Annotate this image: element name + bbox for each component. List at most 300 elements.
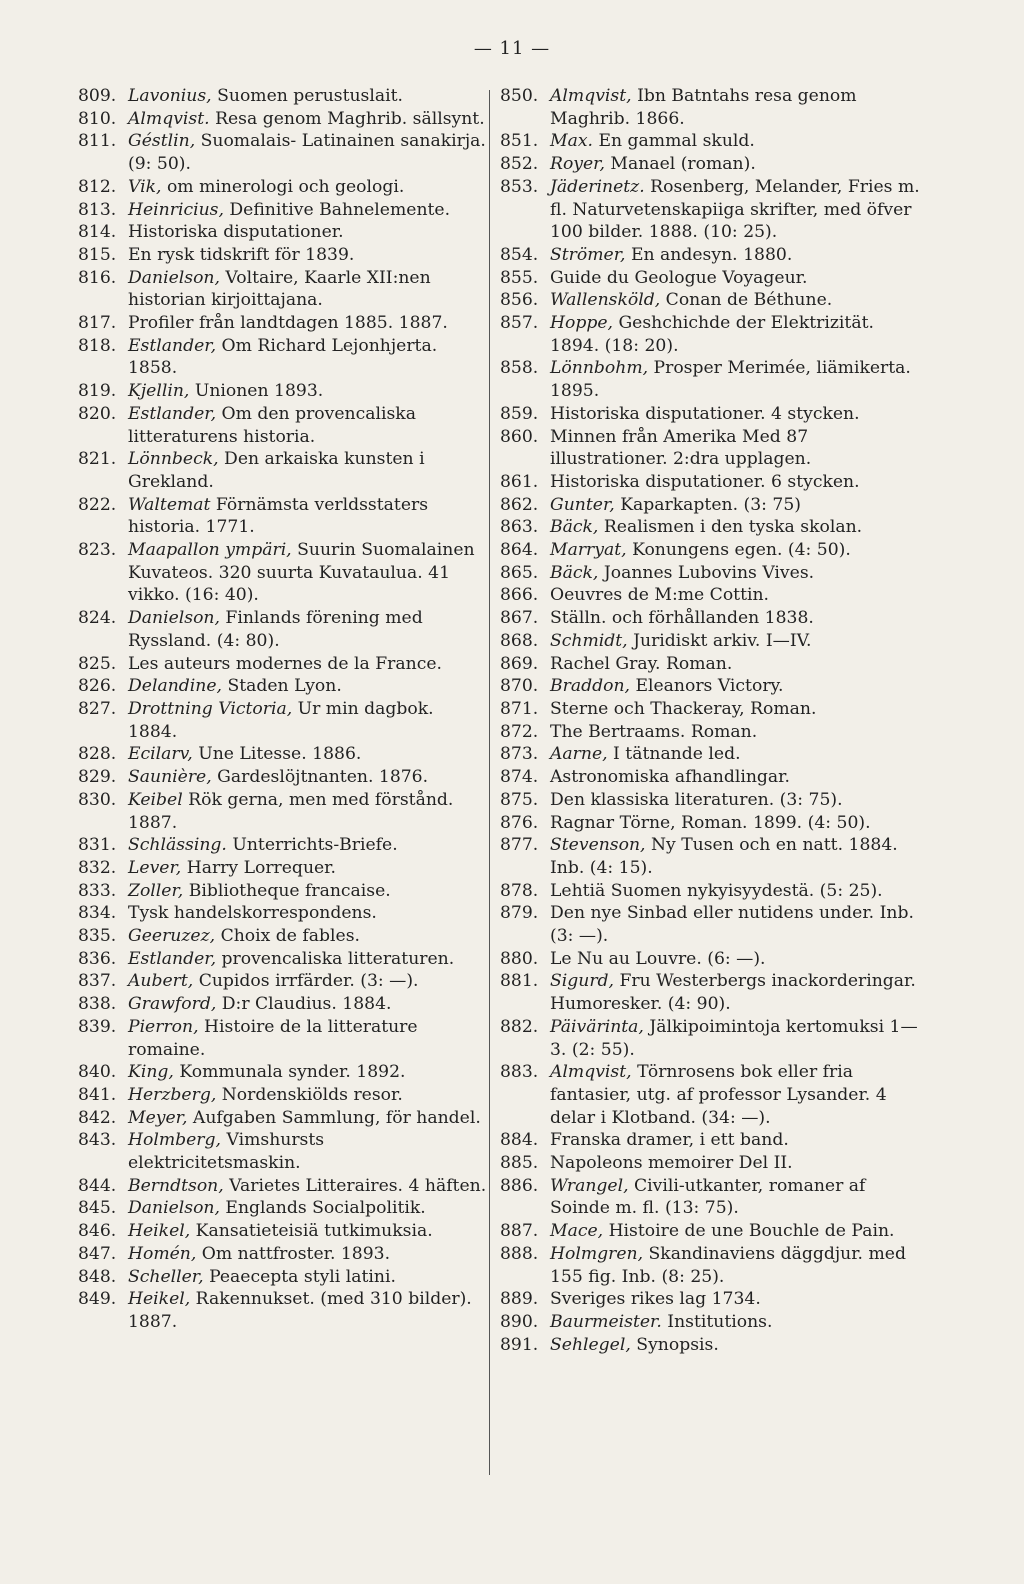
entry-number: 843.	[78, 1130, 117, 1151]
entry-number: 861.	[500, 471, 539, 492]
entry-author: Holmberg,	[128, 1130, 221, 1151]
entry-text	[550, 1334, 920, 1357]
entry-title: Ragnar Törne, Roman. 1899. (4: 50).	[550, 812, 871, 833]
entry-text	[128, 267, 488, 312]
entry-author: Lever,	[128, 857, 182, 878]
entry-author: Scheller,	[128, 1266, 204, 1287]
entry-author: Holmgren,	[550, 1243, 644, 1264]
entry-text	[550, 812, 920, 835]
entry-text	[128, 1288, 488, 1333]
entry-author: Herzberg,	[128, 1084, 217, 1105]
entry-number: 839.	[78, 1016, 117, 1037]
entry-title: Varietes Litteraires. 4 häften.	[223, 1175, 487, 1196]
entry-text	[128, 1220, 488, 1243]
entry-number: 832.	[78, 857, 117, 878]
entry-text	[550, 1288, 920, 1311]
entry-author: Schmidt,	[550, 630, 628, 651]
entry-author: Zoller,	[128, 880, 184, 901]
entry-title: Eleanors Victory.	[629, 676, 784, 697]
catalog-entry	[78, 834, 488, 857]
entry-number: 877.	[500, 835, 539, 856]
entry-number: 853.	[500, 176, 539, 197]
entry-text	[128, 653, 488, 676]
entry-title: Les auteurs modernes de la France.	[128, 653, 442, 674]
entry-title: En andesyn. 1880.	[625, 244, 793, 265]
entry-text	[550, 403, 920, 426]
entry-author: Bäck,	[550, 562, 599, 583]
entry-title: Rök gerna, men med förstånd. 1887.	[128, 789, 454, 833]
entry-title: Ur min dagbok. 1884.	[128, 698, 434, 742]
entry-title: Historiska disputationer. 4 stycken.	[550, 403, 860, 424]
entry-number: 819.	[78, 381, 117, 402]
entry-text	[128, 221, 488, 244]
entry-text	[550, 357, 920, 402]
catalog-entry	[500, 1152, 920, 1175]
catalog-entry	[500, 834, 920, 879]
entry-number: 833.	[78, 880, 117, 901]
entry-author: Berndtson,	[128, 1175, 224, 1196]
entry-author: Maapallon ympäri,	[128, 540, 292, 561]
entry-author: Wallensköld,	[550, 290, 661, 311]
entry-author: Lönnbeck,	[128, 449, 219, 470]
entry-author: Strömer,	[550, 244, 626, 265]
entry-text	[128, 1197, 488, 1220]
entry-title: Ibn Batntahs resa genom Maghrib. 1866.	[550, 86, 857, 129]
column-divider	[489, 90, 490, 1475]
entry-author: Hoppe,	[550, 313, 613, 334]
entry-title: Rakennukset. (med 310 bilder). 1887.	[128, 1289, 472, 1332]
catalog-entry	[78, 1129, 488, 1174]
entry-number: 889.	[500, 1289, 539, 1310]
entry-text	[128, 244, 488, 267]
entry-title: Cupidos irrfärder. (3: —).	[193, 971, 419, 992]
entry-number: 847.	[78, 1243, 117, 1264]
entry-text	[550, 539, 920, 562]
entry-author: Danielson,	[128, 1198, 220, 1219]
entry-text	[128, 1107, 488, 1130]
entry-author: Wrangel,	[550, 1175, 629, 1196]
entry-title: Den klassiska literaturen. (3: 75).	[550, 789, 843, 810]
entry-number: 836.	[78, 948, 117, 969]
catalog-entry	[500, 494, 920, 517]
entry-text	[550, 562, 920, 585]
entry-title: Kansatieteisiä tutkimuksia.	[190, 1221, 433, 1242]
entry-author: Heikel,	[128, 1289, 191, 1310]
entry-title: Astronomiska afhandlingar.	[550, 767, 790, 788]
entry-text	[128, 1016, 488, 1061]
catalog-entry	[78, 448, 488, 493]
entry-number: 890.	[500, 1311, 539, 1332]
entry-title: Sveriges rikes lag 1734.	[550, 1289, 761, 1310]
entry-title: Törnrosens bok eller fria fantasier, utg. af professor Lysander. 4 delar i Klotband. (34: —).	[550, 1062, 887, 1128]
entry-author: Braddon,	[550, 676, 630, 697]
catalog-entry	[78, 766, 488, 789]
entry-text	[550, 153, 920, 176]
entry-text	[128, 743, 488, 766]
entry-author: Danielson,	[128, 267, 220, 288]
entry-title: Fru Westerbergs inackorderingar. Humoresker. (4: 90).	[550, 971, 916, 1015]
entry-text	[128, 380, 488, 403]
entry-author: Mace,	[550, 1221, 604, 1242]
entry-text	[128, 312, 488, 335]
entry-title: Juridiskt arkiv. I—IV.	[627, 630, 812, 651]
entry-number: 831.	[78, 835, 117, 856]
entry-text	[128, 948, 488, 971]
entry-text	[550, 834, 920, 879]
entry-title: Napoleons memoirer Del II.	[550, 1153, 793, 1174]
entry-number: 869.	[500, 653, 539, 674]
entry-title: Harry Lorrequer.	[181, 857, 336, 878]
entry-number: 826.	[78, 676, 117, 697]
entry-title: Suurin Suomalainen Kuvateos. 320 suurta Kuvataulua. 41 vikko. (16: 40).	[128, 540, 475, 606]
entry-title: En rysk tidskrift för 1839.	[128, 244, 355, 265]
entry-title: Gardeslöjtnanten. 1876.	[211, 767, 429, 788]
catalog-entry	[78, 948, 488, 971]
catalog-entry	[500, 721, 920, 744]
catalog-entry	[78, 653, 488, 676]
catalog-entry	[500, 357, 920, 402]
entry-title: The Bertraams. Roman.	[550, 721, 758, 742]
entry-number: 824.	[78, 608, 117, 629]
entry-author: Keibel	[128, 789, 183, 810]
entry-author: Almqvist,	[550, 86, 632, 106]
catalog-entry	[500, 1175, 920, 1220]
catalog-entry	[78, 993, 488, 1016]
entry-number: 822.	[78, 494, 117, 515]
page-number: — 11 —	[473, 38, 551, 59]
entry-title: Lehtiä Suomen nykyisyydestä. (5: 25).	[550, 880, 883, 901]
catalog-entry	[78, 1220, 488, 1243]
entry-text	[550, 653, 920, 676]
catalog-entry	[500, 789, 920, 812]
entry-title: Kommunala synder. 1892.	[173, 1062, 406, 1083]
catalog-entry	[78, 335, 488, 380]
entry-number: 888.	[500, 1243, 539, 1264]
catalog-entry	[500, 653, 920, 676]
entry-title: Vimshursts elektricitetsmaskin.	[128, 1130, 325, 1174]
entry-number: 818.	[78, 335, 117, 356]
entry-number: 835.	[78, 926, 117, 947]
entry-text	[550, 1152, 920, 1175]
entry-author: Schlässing.	[128, 835, 227, 856]
catalog-entry	[500, 1311, 920, 1334]
entry-title: Ny Tusen och en natt. 1884. Inb. (4: 15).	[550, 835, 898, 878]
entry-title: Definitive Bahnelemente.	[223, 199, 451, 220]
entry-title: Sterne och Thackeray, Roman.	[550, 698, 817, 719]
catalog-entry	[78, 1175, 488, 1198]
entry-title: Suomen perustuslait.	[211, 86, 403, 106]
entry-number: 827.	[78, 698, 117, 719]
entry-text	[550, 176, 920, 244]
catalog-entry	[78, 880, 488, 903]
entry-title: Conan de Béthune.	[660, 290, 833, 311]
entry-title: Suomalais- Latinainen sanakirja. (9: 50).	[128, 131, 486, 175]
entry-title: Joannes Lubovins Vives.	[598, 562, 815, 583]
entry-number: 862.	[500, 494, 539, 515]
entry-number: 874.	[500, 767, 539, 788]
entry-author: Almqvist.	[128, 108, 210, 129]
entry-text	[550, 766, 920, 789]
entry-title: Om nattfroster. 1893.	[196, 1243, 391, 1264]
entry-title: Förnämsta verldsstaters historia. 1771.	[128, 494, 429, 538]
entry-number: 810.	[78, 108, 117, 129]
entry-author: Lönnbohm,	[550, 358, 649, 379]
entry-text	[550, 789, 920, 812]
entry-title: Staden Lyon.	[221, 676, 342, 697]
entry-title: Resa genom Maghrib. sällsynt.	[209, 108, 485, 129]
entry-number: 868.	[500, 630, 539, 651]
entry-text	[128, 494, 488, 539]
entry-author: Stevenson,	[550, 835, 646, 856]
entry-title: Den nye Sinbad eller nutidens under. Inb. (3: —).	[550, 903, 914, 947]
catalog-entry	[500, 130, 920, 153]
catalog-entry	[500, 812, 920, 835]
catalog-entry	[78, 698, 488, 743]
entry-author: Waltemat	[128, 494, 211, 515]
entry-text	[128, 880, 488, 903]
entry-title: Institutions.	[661, 1311, 773, 1332]
entry-number: 821.	[78, 449, 117, 470]
entry-text	[128, 108, 488, 131]
entry-author: Estlander,	[128, 335, 217, 356]
entry-text	[550, 1243, 920, 1288]
entry-title: Englands Socialpolitik.	[219, 1198, 426, 1219]
entry-text	[550, 516, 920, 539]
entry-text	[550, 675, 920, 698]
entry-title: Den arkaiska kunsten i Grekland.	[128, 449, 425, 492]
catalog-entry	[78, 902, 488, 925]
entry-title: Unterrichts-Briefe.	[226, 835, 398, 856]
entry-text	[128, 766, 488, 789]
entry-number: 841.	[78, 1084, 117, 1105]
entry-title: Om Richard Lejonhjerta. 1858.	[128, 335, 438, 379]
entry-text	[128, 789, 488, 834]
entry-author: Päivärinta,	[550, 1016, 644, 1037]
catalog-entry	[500, 902, 920, 947]
entry-text	[128, 993, 488, 1016]
right-column	[500, 85, 920, 1356]
catalog-entry	[78, 221, 488, 244]
catalog-entry	[78, 494, 488, 539]
catalog-entry	[500, 766, 920, 789]
entry-number: 856.	[500, 290, 539, 311]
catalog-entry	[78, 199, 488, 222]
entry-number: 852.	[500, 154, 539, 175]
entry-number: 881.	[500, 971, 539, 992]
entry-title: Guide du Geologue Voyageur.	[550, 267, 808, 288]
entry-author: Bäck,	[550, 517, 599, 538]
catalog-entry	[78, 312, 488, 335]
entry-number: 864.	[500, 540, 539, 561]
entry-text	[550, 1175, 920, 1220]
entry-number: 865.	[500, 562, 539, 583]
catalog-entry	[500, 1288, 920, 1311]
entry-title: Ställn. och förhållanden 1838.	[550, 608, 814, 629]
entry-number: 815.	[78, 244, 117, 265]
catalog-entry	[78, 1107, 488, 1130]
entry-text	[128, 539, 488, 607]
catalog-entry	[78, 857, 488, 880]
catalog-entry	[78, 380, 488, 403]
entry-text	[128, 925, 488, 948]
entry-number: 834.	[78, 903, 117, 924]
entry-number: 837.	[78, 971, 117, 992]
entry-number: 849.	[78, 1289, 117, 1310]
catalog-entry	[500, 562, 920, 585]
entry-number: 884.	[500, 1130, 539, 1151]
entry-text	[128, 176, 488, 199]
entry-author: King,	[128, 1062, 174, 1083]
entry-text	[550, 130, 920, 153]
entry-title: Unionen 1893.	[189, 381, 324, 402]
catalog-entry	[500, 743, 920, 766]
entry-title: Histoire de la litterature romaine.	[128, 1016, 418, 1060]
entry-title: Geshchichde der Elektrizität. 1894. (18: 20).	[550, 313, 874, 356]
entry-title: Jälkipoimintoja kertomuksi 1—3. (2: 55).	[550, 1016, 918, 1060]
entry-title: Civili-utkanter, romaner af Soinde m. fl. (13: 75).	[550, 1175, 866, 1219]
entry-number: 878.	[500, 880, 539, 901]
catalog-entry	[78, 675, 488, 698]
entry-number: 848.	[78, 1266, 117, 1287]
entry-title: Realismen i den tyska skolan.	[598, 517, 863, 538]
entry-text	[128, 1266, 488, 1289]
catalog-entry	[500, 85, 920, 130]
entry-title: Tysk handelskorrespondens.	[128, 903, 377, 924]
entry-text	[128, 1084, 488, 1107]
left-column	[78, 85, 488, 1334]
entry-text	[550, 312, 920, 357]
entry-text	[128, 403, 488, 448]
catalog-entry	[78, 1061, 488, 1084]
entry-author: Kjellin,	[128, 381, 190, 402]
catalog-entry	[500, 312, 920, 357]
catalog-entry	[500, 244, 920, 267]
entry-number: 891.	[500, 1334, 539, 1355]
entry-number: 860.	[500, 426, 539, 447]
entry-title: Manael (roman).	[604, 154, 756, 175]
entry-title: Rachel Gray. Roman.	[550, 653, 733, 674]
entry-title: Oeuvres de M:me Cottin.	[550, 585, 770, 606]
entry-title: En gammal skuld.	[593, 131, 755, 152]
entry-number: 840.	[78, 1062, 117, 1083]
entry-number: 883.	[500, 1062, 539, 1083]
entry-title: Profiler från landtdagen 1885. 1887.	[128, 313, 448, 334]
catalog-entry	[78, 267, 488, 312]
entry-text	[550, 267, 920, 290]
entry-title: Historiska disputationer. 6 stycken.	[550, 471, 860, 492]
catalog-entry	[78, 607, 488, 652]
entry-author: Aubert,	[128, 971, 194, 992]
entry-number: 875.	[500, 789, 539, 810]
catalog-entry	[500, 403, 920, 426]
entry-author: Grawford,	[128, 994, 217, 1015]
catalog-entry	[78, 789, 488, 834]
entry-title: Franska dramer, i ett band.	[550, 1130, 789, 1151]
catalog-entry	[500, 516, 920, 539]
entry-author: Danielson,	[128, 608, 220, 629]
entry-number: 859.	[500, 403, 539, 424]
entry-number: 817.	[78, 313, 117, 334]
entry-text	[550, 426, 920, 471]
entry-title: Minnen från Amerika Med 87 illustrationer. 2:dra upplagen.	[550, 426, 812, 470]
entry-title: D:r Claudius. 1884.	[216, 994, 392, 1015]
entry-title: Histoire de une Bouchle de Pain.	[603, 1221, 895, 1242]
entry-text	[550, 743, 920, 766]
entry-author: Estlander,	[128, 403, 217, 424]
entry-text	[550, 85, 920, 130]
catalog-entry	[500, 153, 920, 176]
catalog-entry	[500, 1243, 920, 1288]
entry-text	[550, 880, 920, 903]
entry-author: Ecilarv,	[128, 744, 193, 765]
entry-text	[550, 1129, 920, 1152]
entry-title: Une Litesse. 1886.	[192, 744, 362, 765]
catalog-entry	[78, 108, 488, 131]
entry-number: 866.	[500, 585, 539, 606]
catalog-entry	[500, 176, 920, 244]
entry-author: Heikel,	[128, 1221, 191, 1242]
entry-title: Le Nu au Louvre. (6: —).	[550, 948, 766, 969]
entry-text	[128, 970, 488, 993]
entry-author: Aarne,	[550, 744, 608, 765]
catalog-entry	[78, 176, 488, 199]
entry-text	[128, 902, 488, 925]
entry-text	[128, 448, 488, 493]
entry-text	[128, 607, 488, 652]
entry-author: Sehlegel,	[550, 1334, 631, 1355]
entry-title: Rosenberg, Melander, Fries m. fl. Naturvetenskapiiga skrifter, med öfver 100 bilder. 1888. (10: 25).	[550, 176, 920, 243]
entry-number: 854.	[500, 244, 539, 265]
entry-text	[550, 721, 920, 744]
entry-number: 828.	[78, 744, 117, 765]
entry-author: Lavonius,	[128, 86, 212, 106]
entry-title: Aufgaben Sammlung, för handel.	[187, 1107, 481, 1128]
catalog-entry	[500, 675, 920, 698]
entry-number: 825.	[78, 653, 117, 674]
catalog-entry	[500, 267, 920, 290]
entry-title: Prosper Merimée, liämikerta. 1895.	[550, 358, 911, 402]
catalog-entry	[500, 289, 920, 312]
entry-text	[550, 1016, 920, 1061]
entry-number: 813.	[78, 199, 117, 220]
entry-author: Vik,	[128, 176, 162, 197]
entry-text	[550, 948, 920, 971]
catalog-entry	[500, 426, 920, 471]
entry-text	[128, 335, 488, 380]
entry-text	[550, 1061, 920, 1129]
catalog-entry	[78, 1197, 488, 1220]
entry-title: provencaliska litteraturen.	[216, 948, 455, 969]
entry-number: 879.	[500, 903, 539, 924]
entry-number: 872.	[500, 721, 539, 742]
entry-text	[550, 584, 920, 607]
catalog-entry	[500, 1061, 920, 1129]
entry-text	[550, 902, 920, 947]
entry-text	[550, 1220, 920, 1243]
entry-number: 887.	[500, 1221, 539, 1242]
catalog-entry	[78, 1243, 488, 1266]
entry-text	[550, 607, 920, 630]
catalog-entry	[500, 1016, 920, 1061]
catalog-entry	[500, 880, 920, 903]
catalog-entry	[500, 584, 920, 607]
entry-number: 816.	[78, 267, 117, 288]
catalog-entry	[500, 948, 920, 971]
entry-title: Synopsis.	[630, 1334, 719, 1355]
catalog-entry	[78, 925, 488, 948]
entry-number: 830.	[78, 789, 117, 810]
entry-author: Drottning Victoria,	[128, 698, 293, 719]
